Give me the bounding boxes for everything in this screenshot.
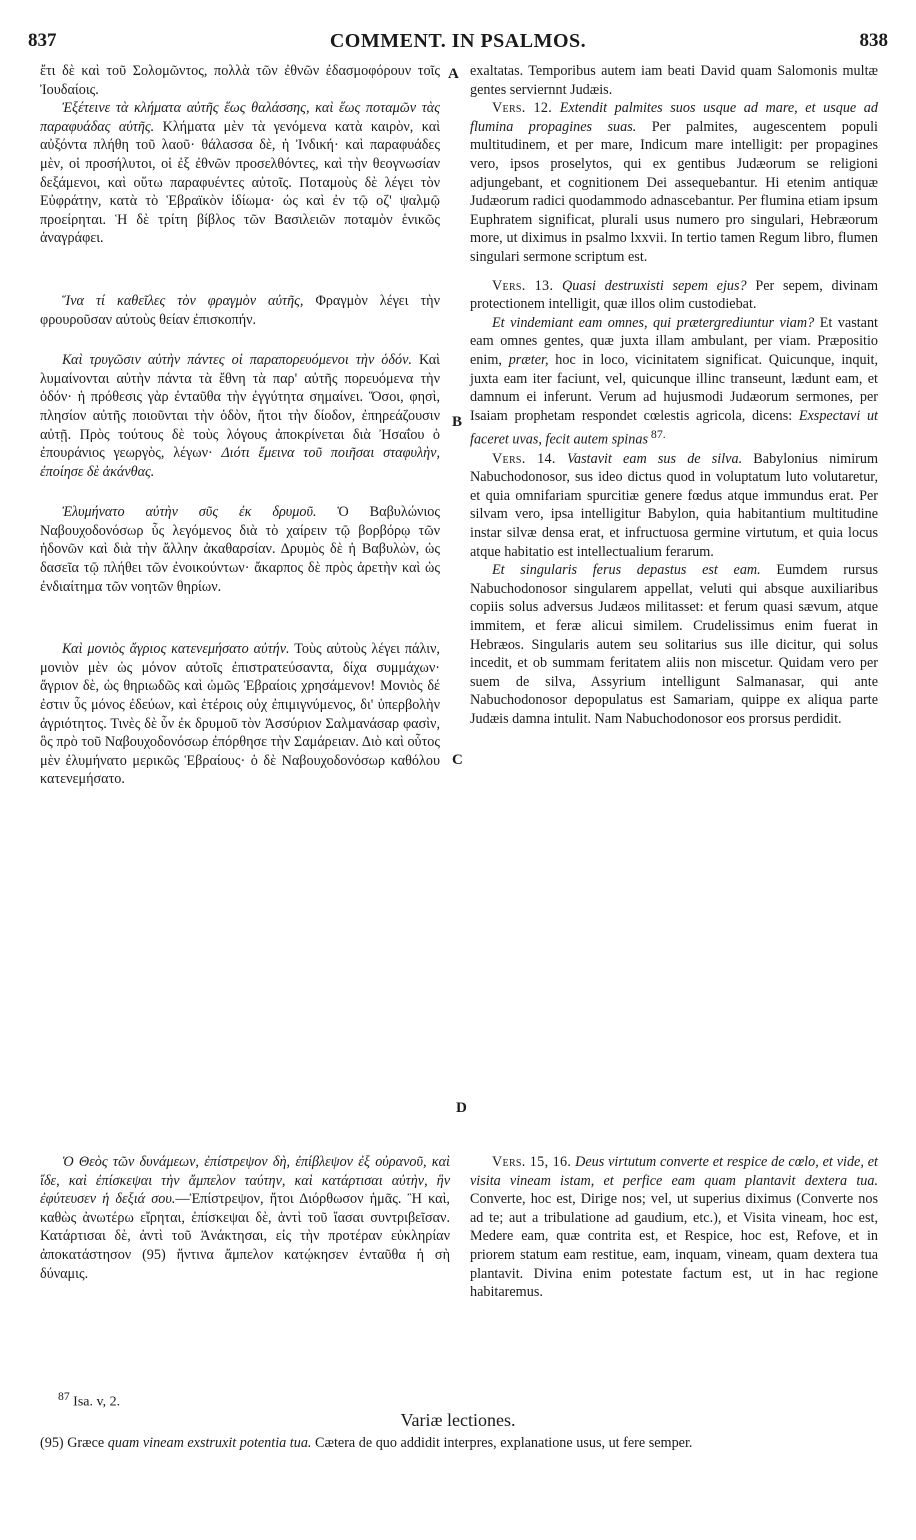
margin-marker-d: D: [456, 1100, 467, 1116]
greek-commentary: Κλήματα μὲν τὰ γενόμενα κατὰ καιρὸν, καὶ αὐξόντα πλήθη τοῦ λαοῦ· θάλασσα δὲ, ἡ Ἰνδική· καὶ παραφυάδες μὲν, οἱ προσήλυτοι, οἱ ἐξ ἐθνῶν προσελθόντες, καὶ τὴν θεογνωσίαν δεξάμενοι, καὶ οὕτω παραφυέντες αὐτοῖς. Ποταμοὺς δὲ λέγει τὸν Εὐφράτην, κατὰ τὸ Ἑβραϊκὸν ἰδίωμα· ὡς καὶ ἐν τῷ οζ' ψαλμῷ προείρηται. Ἡ δὲ τρίτη βίβλος τῶν Βασιλειῶν ποταμὸν ἑνικῶς ἀναγράφει.: [40, 118, 441, 247]
latin-commentary: Per palmites, augescentem populi multitudinem, et per mare, Indicum mare intelligit: per propagines vero, ipsos proselytos, qui ex gentibus Judæorum se religioni adjungebant, et cognitionem Dei assequebantur. Hi etenim antiquæ Judæorum radici quodammodo adnascebantur. Per flumina etiam ipsum Euphratem significat, plurali usus numero pro singulari, Hebræorum more, ut diximus in psalmo lxxvii. In tertio tamen Regum libro, flumen singulari sermone scriptum est.: [470, 118, 878, 265]
greek-commentary: Φραγμὸν λέγει τὴν φρουροῦσαν αὐτοὺς θείαν ἐπισκοπήν.: [40, 292, 440, 328]
latin-commentary: hoc in loco, vicinitatem significat. Quicunque, inquit, juxta eam iter faciunt, vel, quicunque illinc transeunt, lædunt eam, et damnum ei inferunt. Verum ad hujusmodi Judæorum sermones, per Isaiam prophetam respondet cœlestis agricola, dicens:: [470, 351, 879, 424]
latin-paragraph-4: [470, 314, 878, 450]
greek-paragraph-1: [40, 62, 440, 99]
margin-marker-b: B: [452, 414, 463, 430]
greek-quote: Διότι ἔμεινα τοῦ ποιῆσαι σταφυλὴν, ἐποίησε δὲ ἀκάνθας.: [40, 445, 440, 480]
latin-lemma: Et singularis ferus depastus est eam.: [492, 562, 761, 579]
latin-lemma: Deus virtutum converte et respice de cœlo, et vide, et visita vineam istam, et perfice eam quam plantavit dextera tua.: [470, 1154, 878, 1189]
latin-word: præter,: [501, 351, 549, 368]
latin-lemma: Extendit palmites suos usque ad mare, et usque ad flumina propagines suas.: [470, 100, 878, 135]
greek-lemma: Ἐλυμήνατο αὐτὴν σῦς ἐκ δρυμοῦ.: [62, 504, 317, 521]
greek-lemma: Καὶ τρυγῶσιν αὐτὴν πάντες οἱ παραπορευόμενοι τὴν ὁδόν.: [62, 352, 412, 369]
variant-label: Græce: [63, 1435, 105, 1451]
latin-commentary: Converte, hoc est, Dirige nos; vel, ut superius diximus (Converte nos ad te; aut a tribulatione ad gaudium, etc.), et Visita vineam, hoc est, Medere eam, quæ contrita est, et Respice, hoc est, Refove, et in priorem statum eam restitue, eam, inquam, vineam, quam dextera tua plantavit. Divina enim potestate factum est, ut in hac regione habitaremus.: [470, 1191, 878, 1301]
greek-paragraph-4: [40, 351, 440, 481]
latin-lemma: Vastavit eam sus de silva.: [555, 450, 743, 467]
page-number-right: 838: [859, 30, 888, 51]
latin-paragraph-2: [470, 99, 878, 266]
footnote-ref: 87.: [647, 427, 666, 442]
greek-paragraph-6: [40, 640, 440, 789]
greek-paragraph-3: [40, 292, 440, 329]
greek-paragraph-2: [40, 99, 440, 248]
latin-lemma: Et vindemiant eam omnes, qui prætergrediuntur viam?: [492, 314, 815, 331]
latin-lower-block: [470, 1153, 878, 1302]
latin-column: [470, 62, 878, 729]
page-number-left: 837: [28, 30, 57, 51]
greek-column: [40, 62, 440, 789]
page-header: [28, 30, 888, 56]
verse-number: Vers. 15, 16.: [492, 1154, 572, 1170]
greek-lemma: Ἵνα τί καθεῖλες τὸν φραγμὸν αὐτῆς,: [62, 292, 304, 309]
footnote-text: Isa. v, 2.: [69, 1394, 121, 1410]
greek-commentary: Καὶ λυμαίνονται αὐτὴν πάντα τὰ ἔθνη τὰ παρ' αὐτῆς πορευόμενα τὴν ὁδόν· ἡ πρόθεσις γὰρ ἐνταῦθα τὴν ἐγγύτητα σημαίνει. Ὅσοι, φησὶ, πλησίον αὐτῆς ποιοῦνται τὴν ὁδὸν, ἤτοι τὴν δίοδον, ἐπηρεάζουσιν αὐτῇ. Πρὸς τούτους δὲ τοὺς λόγους ἀποκρίνεται διὰ Ἠσαΐου ὁ ἐπουράνιος γεωργὸς, λέγων·: [40, 352, 440, 462]
footnote: [58, 1390, 120, 1411]
variant-number: (95): [40, 1435, 64, 1451]
latin-quote: Exspectavi ut faceret uvas, fecit autem spinas: [470, 407, 878, 449]
latin-commentary: Babylonius nimirum Nabuchodonosor, sus ideo dictus quod in voluptatum luto volutaretur, et quia omnifariam spurcitiæ genere fœdus atque immundus erat. Per silvam vero, ipsa intelligitur Babylon, quia habitantium multitudine instar silvæ densa erat, et infructuosa germine virtutum, et quia locus atque habitatio est intellectualium ferarum.: [470, 450, 878, 560]
latin-commentary: Et vastant eam omnes gentes, quæ juxta illam ambulant, per viam. Præpositio enim,: [470, 314, 878, 368]
latin-text: exaltatas. Temporibus autem iam beati David quam Salomonis multæ gentes serviernnt Judæis.: [470, 63, 878, 98]
variant-quote: quam vineam exstruxit potentia tua.: [104, 1435, 312, 1451]
latin-commentary: Per sepem, divinam protectionem intelligit, quæ illos olim custodiebat.: [470, 277, 878, 313]
footnote-number: 87: [58, 1390, 70, 1403]
verse-number: Vers. 12.: [492, 100, 553, 117]
greek-commentary: —Ἐπίστρεψον, ἤτοι Διόρθωσον ἡμᾶς. Ἢ καὶ, καθὼς ἀνωτέρω εἴρηται, ἐπίσκεψαι δὲ, ἀντὶ τοῦ ἴασαι συντριβεῖσαν. Κατάρτισαι δὲ, ἀντὶ τοῦ Ἀνάκτησαι, εἰς τὴν προτέραν εὐκληρίαν ἀποκατάστησον (95) ἥντινα ἄμπελον κατῴκησεν ἐνταῦθα ἡ σὴ δύναμις.: [40, 1191, 450, 1282]
greek-paragraph-7: [40, 1153, 450, 1283]
latin-paragraph-5: [470, 450, 878, 562]
latin-lemma: Quasi destruxisti sepem ejus?: [553, 277, 747, 294]
greek-lemma: Ἐξέτεινε τὰ κλήματα αὐτῆς ἕως θαλάσσης, καὶ ἕως ποταμῶν τὰς παραφυάδας αὐτῆς.: [40, 100, 440, 135]
latin-paragraph-6: [470, 561, 878, 728]
variae-lectiones-text: [40, 1434, 878, 1452]
latin-commentary: Eumdem rursus Nabuchodonosor singularem appellat, veluti qui absque auxiliaribus copiis solus adversus Judæos militasset: et ferum quasi sævum, atque immitem, et feræ alicui similem. Crudelissimus enim fuerat in Hebræos. Singularis autem seu solitarius sus ille dicitur, qui solus incedit, et ob summam feritatem aliis non miscetur. Quidam vero per suem de silva, Assyrium intelligunt Salmanasar, qui ante Nabuchodonosor depopulatus est Samariam, quippe ex aliqua parte Judæis damna intulit. Nam Nabuchodonosor eos prorsus perdidit.: [470, 562, 878, 727]
greek-paragraph-5: [40, 503, 440, 596]
greek-commentary: Ὁ Βαβυλώνιος Ναβουχοδονόσωρ ὗς λεγόμενος διὰ τὸ χαίρειν τῷ βορβόρῳ τῶν ἡδονῶν καὶ διὰ τὴν ἄλλην ἀκαθαρσίαν. Δρυμὸς δὲ ἡ Βαβυλὼν, ὡς δασεῖα τῷ πλήθει τῶν ἐνοικούντων· ἄκαρπος δὲ πρὸς ἀρετὴν καὶ ὡς ἐνδιαίτημα τῶν νοητῶν θηρίων.: [40, 504, 440, 595]
latin-paragraph-7: [470, 1153, 878, 1302]
latin-paragraph-3: [470, 277, 878, 314]
greek-lemma: Καὶ μονιὸς ἄγριος κατενεμήσατο αὐτήν.: [62, 641, 290, 658]
latin-paragraph-1: [470, 62, 878, 99]
verse-number: Vers. 13.: [492, 277, 554, 294]
running-title: COMMENT. IN PSALMOS.: [329, 30, 587, 52]
variae-lectiones-heading: Variæ lectiones.: [400, 1410, 516, 1430]
variant-note: Cætera de quo addidit interpres, explanatione usus, ut fere semper.: [311, 1435, 693, 1451]
verse-number: Vers. 14.: [492, 450, 556, 467]
greek-text: ἔτι δὲ καὶ τοῦ Σολομῶντος, πολλὰ τῶν ἐθνῶν ἐδασμοφόρουν τοῖς Ἰουδαίοις.: [40, 63, 440, 98]
margin-marker-c: C: [452, 752, 463, 768]
greek-lower-block: [40, 1153, 450, 1283]
greek-lemma: Ὁ Θεὸς τῶν δυνάμεων, ἐπίστρεψον δὴ, ἐπίβλεψον ἐξ οὐρανοῦ, καὶ ἴδε, καὶ ἐπίσκεψαι τὴν ἄμπελον ταύτην, καὶ κατάρτισαι αὐτὴν, ἣν ἐφύτευσεν ἡ δεξιά σου.: [40, 1154, 450, 1208]
margin-marker-a: A: [448, 66, 459, 82]
greek-commentary: Τοὺς αὐτοὺς λέγει πάλιν, μονιὸν μὲν ὡς μόνον αὐτοῖς ἐπιστρατεύσαντα, δίχα συμμάχων· ἄγριον δὲ, ὡς θηριωδῶς καὶ ὠμῶς Ἑβραίοις χρησάμενον! Μονιὸς δέ ἐστιν ὗς μόνος ἐδεύων, καὶ ἑτέροις οὐχ ἐπιμιγνύμενος, δι' ὑπερβολὴν ἀγριότητος. Τινὲς δὲ ὗν ἐκ δρυμοῦ τὸν Ἀσσύριον Σαλμανάσαρ φασὶν, ὃς πρὸ τοῦ Ναβουχοδονόσωρ ἐπόρθησε τὴν Σαμάρειαν. Διὸ καὶ οὗτος μὲν ἐλυμήνατο μερικῶς Ἑβραίους· ὁ δὲ Ναβουχοδονόσωρ καθόλου κατενεμήσατο.: [40, 641, 440, 788]
